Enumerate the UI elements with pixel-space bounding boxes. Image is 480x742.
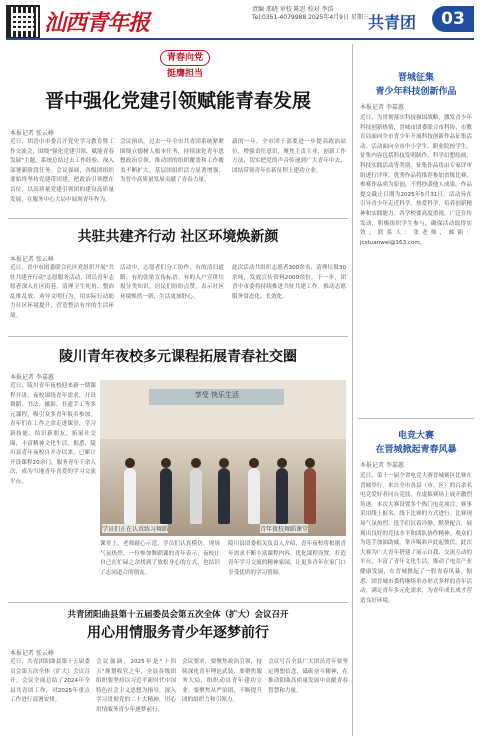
page-number: 03 (432, 6, 474, 32)
right-top-title-1: 晋城征集 (397, 73, 434, 83)
header-rule (6, 38, 474, 40)
divider (8, 336, 348, 337)
photo-person (124, 468, 136, 524)
photo-caption-right: 青年夜校舞蹈课堂 (260, 526, 309, 533)
photo-person (304, 468, 316, 524)
right-bottom-body: 近日，第十一届全省电竞大赛晋城赛区比赛在晋城举行。来自全市各县（市、区）的百余名电竞爱好者同台竞技，在虚拟赛场上展开激烈角逐。本次大赛设置多个热门电竞项目，赛事采用线上报名、线下比赛的方式进行。比赛现场气氛热烈，选手们沉着冷静、默契配合，展现出良好的竞技水平和团队协作精神。观众们为选手加油助威，掌声喝彩声此起彼伏。此次大赛为广大青年搭建了展示自我、交流互动的平台，丰富了青年文化生活，推动了电竞产业健康发展，在晋城掀起了一股青春风暴。据悉，团晋城市委将继续举办形式多样的青年活动，满足青年多元化需求，为青年成长成才营造良好环境。 (360, 473, 472, 604)
divider (8, 218, 348, 219)
byline-article-4: 本报记者 张云峰 (10, 650, 54, 657)
article-4-col-3: 会议要求，要聚焦政治引领，持续深化青年理论武装；要聚焦服务大局，组织动员青年建功立业；要聚焦从严治团，不断提升团的组织力和引领力。 (182, 659, 262, 704)
article-3-photo (100, 380, 346, 536)
kicker-line-1: 青春向党 (160, 50, 210, 66)
headline-article-4-small: 共青团阳曲县第十五届委员会第五次全体（扩大）会议召开 (67, 610, 289, 620)
header-editors: 责编 邢晓 审校 陈思 校对 李浩 (252, 6, 334, 13)
kicker-line-2: 挺膺担当 (166, 69, 203, 79)
divider (358, 418, 474, 419)
article-1-col-2: 会议指出，过去一年全市共青团系统紧紧围绕立德树人根本任务，持续深化青年思想政治引领，推动团的组织覆盖和工作覆盖不断扩大，基层团组织活力显著增强，为晋中高质量发展贡献了青春力量。 (120, 139, 224, 184)
headline-article-3: 陵川青年夜校多元课程拓展青春社交圈 (59, 349, 297, 365)
headline-article-4: 用心用情服务青少年逐梦前行 (87, 625, 269, 641)
article-3-col-3: 陵川县团委相关负责人介绍，青年夜校将根据青年需求不断丰富课程内容，优化课程设置，打造青年学习交流的精神家园，让更多青年在家门口享受优质的学习资源。 (228, 541, 346, 576)
article-1-col-1: 近日，团晋中市委召开党史学习教育暨工作交流会，围绕"强化党建引领、赋能青春发展"主题，系统总结过去工作经验，深入部署新阶段任务。会议强调，各级团组织要始终坚持党建带团建，把政治引领摆在首位，以高质量党建引领团的建设高质量发展，在服务中心大局中展现青年作为。 (10, 139, 114, 203)
divider (8, 602, 348, 603)
right-top-body: 近日，为贯彻落实科技强国战略，激发青少年科技创新热情，晋城市团委联合市科协、市教育局面向全市青少年开展科技创新作品征集活动。活动面向全市中小学生、职业院校学生，征集内容包括科技发明制作、科学幻想绘画、科技实践活动等类别。征集作品将由专家评审组进行评审，优秀作品将推荐参加省级比赛。参赛作品须为原创，不得抄袭他人成果。作品提交截止日期为2025年5月31日。活动旨在引导青少年走近科学、热爱科学，培养创新精神和实践能力。各学校要高度重视，广泛宣传发动，积极组织学生参与，确保活动取得实效。联系人：张老师，邮箱：jcstuanwei@163.com。 (360, 115, 472, 246)
article-2-col-3: 此次活动共组织志愿者300余名，清理垃圾30余吨，发放宣传资料2000余份。下一步，团晋中市委将持续推进共驻共建工作，推动志愿服务常态化、长效化。 (232, 265, 346, 300)
byline-right-top: 本报记者 李嘉蕙 (360, 104, 404, 111)
kicker-badge (140, 50, 230, 63)
header-date: Tel:0351-4079988 2025年4月9日 星期三 (252, 14, 369, 21)
photo-person (190, 468, 202, 524)
column-divider (352, 44, 353, 736)
article-2-col-1: 近日，晋中市团委联合社区党组织开展"共驻共建齐行动"志愿服务活动，团员青年志愿者深入社区街巷，清理卫生死角、整治乱堆乱放、劝导文明行为，用实际行动助力社区环境提升，营造整洁有序的生活环境。 (10, 265, 114, 319)
headline-article-2: 共驻共建齐行动 社区环境焕新颜 (77, 229, 279, 245)
qr-code (6, 5, 40, 39)
article-3-col-2: 课堂上，老师耐心示范，学员们认真模仿，现场气氛热烈。一位参加舞蹈课的青年表示，夜校让自己在忙碌之余找到了放松身心的方式，也结识了志同道合的朋友。 (100, 541, 220, 576)
photo-person (248, 468, 260, 524)
right-bottom-title-1: 电竞大赛 (397, 431, 434, 441)
section-name: 共青团 (368, 13, 417, 32)
byline-article-2: 本报记者 张云峰 (10, 256, 54, 263)
byline-article-1: 本报记者 张云峰 (10, 130, 54, 137)
byline-article-3: 本报记者 李嘉蕙 (10, 374, 54, 381)
photo-caption-left: 学员们正在认真练习舞蹈 (102, 526, 169, 533)
right-top-title-2: 青少年科技创新作品 (375, 87, 457, 97)
article-1-col-3: 新的一年，全市团干部要进一步提高政治站位，增强责任意识，聚焦主责主业，创新工作方法，切实把党的声音传递到广大青年中去，团结带领青年在新征程上建功立业。 (232, 139, 346, 174)
photo-person (276, 468, 288, 524)
headline-article-1: 晋中强化党建引领赋能青春发展 (44, 90, 311, 112)
photo-person (218, 468, 230, 524)
article-4-col-1: 近日，共青团阳曲县第十五届委员会第五次全体（扩大）会议召开。会议全面总结了2024年全县共青团工作，对2025年重点工作进行部署安排。 (10, 659, 90, 704)
photo-person (160, 468, 172, 524)
article-4-col-4: 会议号召全县广大团员青年要坚定理想信念，砥砺奋斗精神，在推动阳曲高质量发展中贡献青春智慧和力量。 (268, 659, 348, 694)
photo-banner: 享受 快乐生活 (149, 389, 284, 405)
right-bottom-title-2: 在晋城掀起青春风暴 (375, 445, 457, 455)
article-3-body: 近日，陵川青年夜校迎来新一期课程开讲。夜校围绕青年需求，开设舞蹈、书法、摄影、非遗手工等多元课程，吸引众多青年报名参加。青年们在工作之余走进课堂，学习新技能、结识新朋友，拓展社交圈，丰富精神文化生活。据悉，陵川县青年夜校自开办以来，已累计开设课程20余门，服务青年千余人次，成为当地青年喜爱的学习交流平台。 (10, 383, 96, 485)
kicker-badge-2 (140, 66, 230, 79)
byline-right-bottom: 本报记者 李嘉蕙 (360, 462, 404, 469)
article-2-col-2: 活动中，志愿者们分工协作，有的清扫道路、有的张贴宣传标语、有的入户宣讲垃圾分类知识。居民们纷纷点赞，表示社区环境焕然一新，生活更加舒心。 (120, 265, 224, 300)
article-4-col-2: 会议强调，2025年是"十四五"规划收官之年，全县各级团组织要坚持以习近平新时代中国特色社会主义思想为指导，深入学习贯彻党的二十大精神，用心用情服务青少年逐梦前行。 (96, 659, 176, 713)
newspaper-logo: 汕西青年报 (44, 10, 150, 36)
